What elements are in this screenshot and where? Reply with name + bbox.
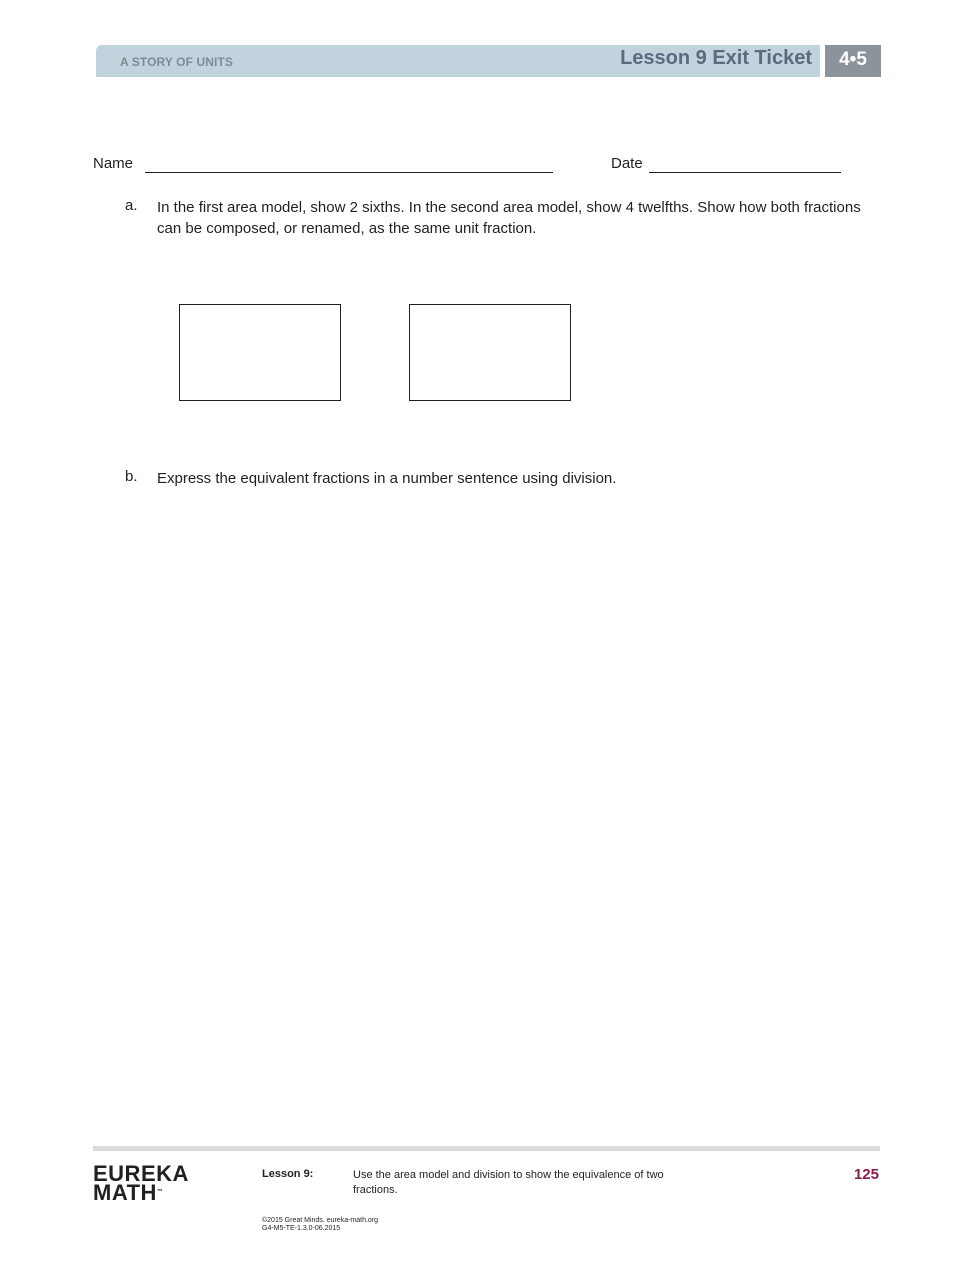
- area-model-sixths[interactable]: [179, 304, 341, 401]
- series-label: A STORY OF UNITS: [120, 55, 233, 69]
- footer-lesson-label: Lesson 9:: [262, 1168, 314, 1180]
- copyright-text: ©2015 Great Minds. eureka-math.org: [262, 1217, 379, 1224]
- eureka-math-logo: [93, 1161, 189, 1205]
- question-b-letter: b.: [125, 468, 138, 485]
- footer-divider: [93, 1146, 880, 1151]
- date-field[interactable]: [649, 172, 841, 173]
- area-model-twelfths[interactable]: [409, 304, 571, 401]
- name-field[interactable]: [145, 172, 553, 173]
- name-label: Name: [93, 155, 134, 172]
- question-a-text: In the first area model, show 2 sixths. In the second area model, show 4 twelfths. Show how both fractions can be composed, or renamed, as the same unit fraction.: [157, 199, 861, 237]
- document-code: G4-M5-TE-1.3.0-06.2015: [262, 1225, 341, 1232]
- date-label: Date: [611, 155, 643, 172]
- copyright: [262, 1217, 378, 1233]
- question-a-letter: a.: [125, 197, 138, 214]
- module-badge: 4•5: [825, 45, 881, 77]
- logo-line-1: EUREKA: [93, 1161, 189, 1186]
- footer-lesson-description: Use the area model and division to show the equivalence of two fractions.: [353, 1169, 664, 1196]
- page-title: Lesson 9 Exit Ticket: [620, 47, 812, 69]
- logo-trademark: ™: [156, 1189, 164, 1195]
- page-number: 125: [853, 1166, 879, 1183]
- question-b-text: Express the equivalent fractions in a number sentence using division.: [157, 470, 617, 487]
- logo-line-2: MATH: [93, 1180, 157, 1205]
